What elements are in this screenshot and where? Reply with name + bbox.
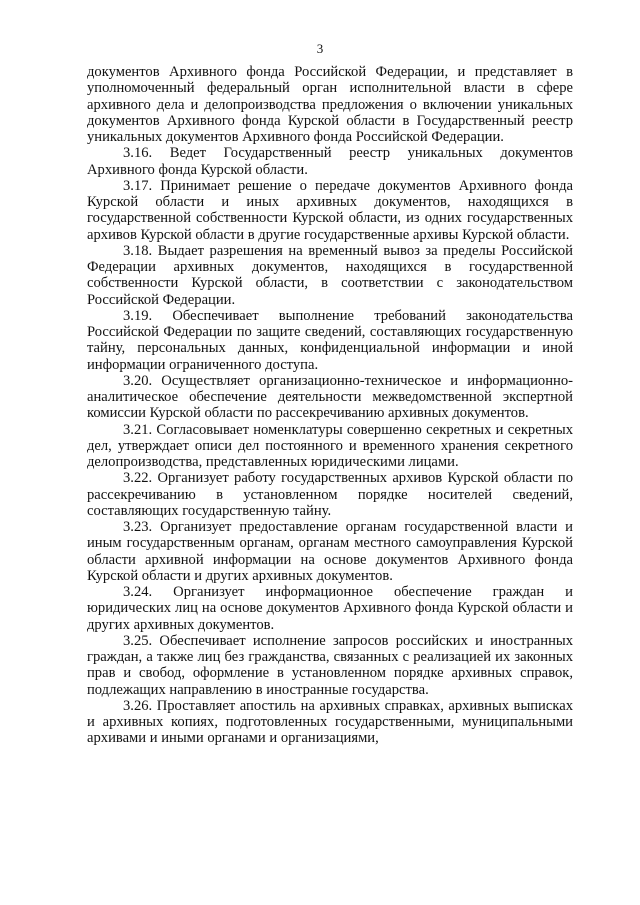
paragraph-3-26: 3.26. Проставляет апостиль на архивных справках, архивных выписках и архивных копиях, подготовленных государственными, муниципальными архивами и иными органами и организациями, [87,697,573,747]
paragraph-3-18: 3.18. Выдает разрешения на временный вывоз за пределы Российской Федерации архивных документов, находящихся в государственной собственности Курской области, в соответствии с законодательством Российской Федерации. [87,242,573,308]
paragraph-3-23: 3.23. Организует предоставление органам государственной власти и иным государственным органам, органам местного самоуправления Курской области архивной информации на основе документов Архивного фонда Курской области и других архивных документов. [87,519,573,584]
paragraph-3-25: 3.25. Обеспечивает исполнение запросов российских и иностранных граждан, а также лиц без гражданства, связанных с реализацией их законных прав и свобод, оформление в установленном порядке архивных справок, подлежащих направлению в иностранные государства. [87,632,573,698]
paragraph-3-21: 3.21. Согласовывает номенклатуры совершенно секретных и секретных дел, утверждает описи дел постоянного и временного хранения секретного делопроизводства, представленных юридическими лицами. [87,421,573,470]
paragraph-continuation: документов Архивного фонда Российской Федерации, и представляет в уполномоченный федеральный орган исполнительной власти в сфере архивного дела и делопроизводства предложения о включении уникальных документов Архивного фонда Курской области в Государственный реестр уникальных документов Архивного фонда Российской Федерации. [87,64,573,145]
paragraph-3-22: 3.22. Организует работу государственных архивов Курской области по рассекречиванию в установленном порядке носителей сведений, составляющих государственную тайну. [87,470,573,519]
document-body [87,64,573,747]
page-number: 3 [316,41,324,56]
paragraph-3-24: 3.24. Организует информационное обеспечение граждан и юридических лиц на основе документов Архивного фонда Курской области и других архивных документов. [87,584,573,633]
paragraph-3-20: 3.20. Осуществляет организационно-техническое и информационно-аналитическое обеспечение деятельности межведомственной экспертной комиссии Курской области по рассекречиванию архивных документов. [87,372,573,422]
paragraph-3-16: 3.16. Ведет Государственный реестр уникальных документов Архивного фонда Курской области. [87,145,573,178]
paragraph-3-19: 3.19. Обеспечивает выполнение требований законодательства Российской Федерации по защите сведений, составляющих государственную тайну, персональных данных, конфиденциальной информации и иной информации ограниченного доступа. [87,307,573,373]
paragraph-3-17: 3.17. Принимает решение о передаче документов Архивного фонда Курской области и иных архивных документов, находящихся в государственной собственности Курской области, из одних государственных архивов Курской области в другие государственные архивы Курской области. [87,177,573,243]
